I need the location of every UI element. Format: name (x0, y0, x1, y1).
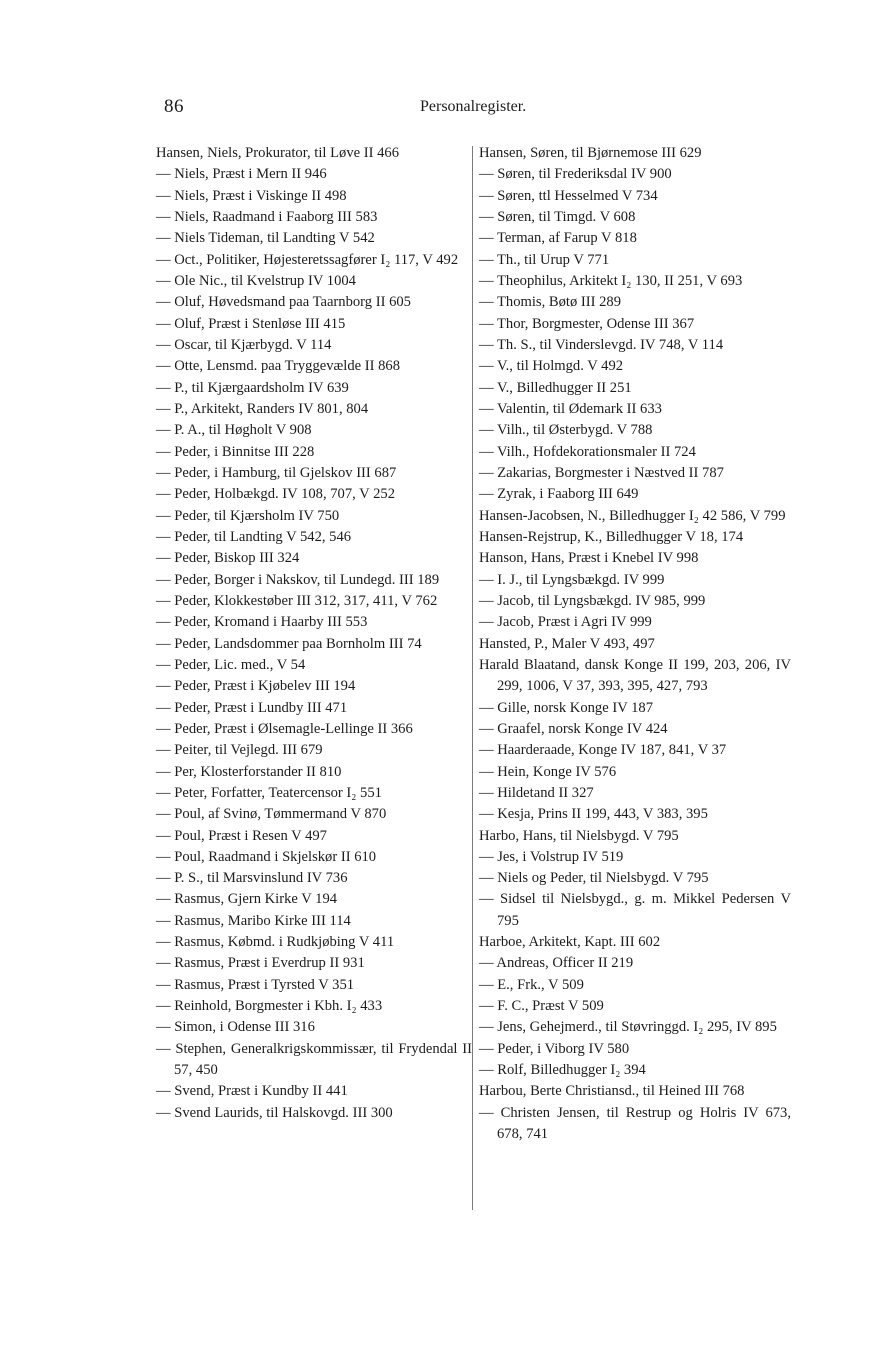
register-entry: — Peiter, til Vejlegd. III 679 (156, 742, 323, 759)
register-entry: Hansen-Rejstrup, K., Billedhugger V 18, 174 (479, 528, 744, 545)
left-column (156, 143, 472, 1124)
register-entry: — V., til Holmgd. V 492 (479, 358, 624, 375)
register-entry: — Haarderaade, Konge IV 187, 841, V 37 (479, 742, 727, 759)
register-entry: — Oluf, Høvedsmand paa Taarnborg II 605 (156, 294, 411, 311)
register-entry: — Niels, Raadmand i Faaborg III 583 (156, 208, 378, 225)
register-entry: — Christen Jensen, til Restrup og Holris IV 673, 678, 741 (479, 1104, 791, 1143)
register-entry: — Oscar, til Kjærbygd. V 114 (156, 336, 332, 353)
register-entry: — Peder, Borger i Nakskov, til Lundegd. III 189 (156, 571, 440, 588)
register-entry: — Peder, til Landting V 542, 546 (156, 528, 352, 545)
register-entry: Harald Blaatand, dansk Konge II 199, 203, 206, IV 299, 1006, V 37, 393, 395, 427, 793 (479, 656, 791, 695)
register-entry: — P. S., til Marsvinslund IV 736 (156, 870, 348, 887)
register-entry: — Thor, Borgmester, Odense III 367 (479, 315, 695, 332)
register-entry: — Thomis, Bøtø III 289 (479, 294, 622, 311)
register-entry: — Th. S., til Vinderslevgd. IV 748, V 114 (479, 336, 724, 353)
register-entry: — Peder, Kromand i Haarby III 553 (156, 614, 368, 631)
register-entry: — Peder, Biskop III 324 (156, 550, 300, 567)
register-entry: — Peder, Præst i Kjøbelev III 194 (156, 678, 356, 695)
register-entry: Harbou, Berte Christiansd., til Heined III 768 (479, 1083, 745, 1100)
register-entry: — Peder, Klokkestøber III 312, 317, 411, V 762 (156, 592, 438, 609)
register-entry: — Niels, Præst i Viskinge II 498 (156, 187, 347, 204)
register-entry: — Peder, Lic. med., V 54 (156, 656, 306, 673)
register-entry: — Poul, Præst i Resen V 497 (156, 827, 327, 844)
register-entry: Harbo, Hans, til Nielsbygd. V 795 (479, 827, 679, 844)
register-entry: — Jens, Gehejmerd., til Støvringgd. I₂ 295, IV 895 (479, 1019, 777, 1036)
register-entry: — Terman, af Farup V 818 (479, 230, 637, 247)
register-entry: — Theophilus, Arkitekt I₂ 130, II 251, V 693 (479, 272, 743, 289)
register-entry: — Svend, Præst i Kundby II 441 (156, 1083, 348, 1100)
register-entry: — Peder, Landsdommer paa Bornholm III 74 (156, 635, 422, 652)
register-entry: — Reinhold, Borgmester i Kbh. I₂ 433 (156, 998, 383, 1015)
register-entry: Hansen, Niels, Prokurator, til Løve II 466 (156, 145, 399, 161)
register-entry: — V., Billedhugger II 251 (479, 379, 632, 396)
register-entry: — Peder, Præst i Lundby III 471 (156, 699, 348, 716)
register-entry: — Niels, Præst i Mern II 946 (156, 166, 327, 183)
register-entry: — Andreas, Officer II 219 (479, 955, 634, 972)
register-entry: — Peder, i Hamburg, til Gjelskov III 687 (156, 464, 397, 481)
register-entry: — Zakarias, Borgmester i Næstved II 787 (479, 464, 724, 481)
register-entry: — Valentin, til Ødemark II 633 (479, 400, 662, 417)
register-entry: — Niels Tideman, til Landting V 542 (156, 230, 375, 247)
register-entry: — Jes, i Volstrup IV 519 (479, 848, 624, 865)
register-entry: — Per, Klosterforstander II 810 (156, 763, 342, 780)
register-entry: — Rasmus, Maribo Kirke III 114 (156, 912, 351, 929)
register-entry: — Søren, ttl Hesselmed V 734 (479, 187, 658, 204)
register-entry: — Rasmus, Præst i Tyrsted V 351 (156, 976, 355, 993)
register-entry: — Peder, i Viborg IV 580 (479, 1040, 630, 1057)
register-entry: — Peter, Forfatter, Teatercensor I₂ 551 (156, 784, 382, 801)
register-entry: Hanson, Hans, Præst i Knebel IV 998 (479, 550, 699, 567)
register-entry: — P. A., til Høgholt V 908 (156, 422, 312, 439)
register-entry: — Peder, Holbækgd. IV 108, 707, V 252 (156, 486, 396, 503)
register-entry: — Otte, Lensmd. paa Tryggevælde II 868 (156, 358, 401, 375)
register-entry: — Rolf, Billedhugger I₂ 394 (479, 1062, 646, 1079)
register-entry: — Vilh., til Østerbygd. V 788 (479, 422, 653, 439)
register-entry: — Zyrak, i Faaborg III 649 (479, 486, 639, 503)
register-entry: — Svend Laurids, til Halskovgd. III 300 (156, 1104, 393, 1121)
register-entry: — Gille, norsk Konge IV 187 (479, 699, 654, 716)
register-entry: Hansen, Søren, til Bjørnemose III 629 (479, 145, 702, 161)
register-entry: — Jacob, Præst i Agri IV 999 (479, 614, 652, 631)
register-entry: — Poul, af Svinø, Tømmermand V 870 (156, 806, 387, 823)
register-entry: — P., til Kjærgaardsholm IV 639 (156, 379, 349, 396)
register-entry: — Søren, til Timgd. V 608 (479, 208, 636, 225)
register-entry: — Rasmus, Købmd. i Rudkjøbing V 411 (156, 934, 395, 951)
register-entry: — Rasmus, Gjern Kirke V 194 (156, 891, 338, 908)
register-entry: — Niels og Peder, til Nielsbygd. V 795 (479, 870, 709, 887)
right-column (479, 143, 791, 1145)
register-entry: — Stephen, Generalkrigskommissær, til Frydendal II 57, 450 (156, 1040, 472, 1079)
register-entry: — Oct., Politiker, Højesteretssagfører I₂ 117, V 492 (156, 251, 459, 268)
register-entry: Harboe, Arkitekt, Kapt. III 602 (479, 934, 661, 951)
column-divider (472, 146, 473, 1210)
register-entry: — Poul, Raadmand i Skjelskør II 610 (156, 848, 377, 865)
register-entry: — Rasmus, Præst i Everdrup II 931 (156, 955, 365, 972)
register-entry: — Hildetand II 327 (479, 784, 594, 801)
register-entry: — Peder, til Kjærsholm IV 750 (156, 507, 340, 524)
running-head: Personalregister. (420, 98, 527, 115)
register-entry: — Ole Nic., til Kvelstrup IV 1004 (156, 272, 356, 289)
register-entry: — Hein, Konge IV 576 (479, 763, 617, 780)
register-entry: — Oluf, Præst i Stenløse III 415 (156, 315, 346, 332)
register-entry: — Sidsel til Nielsbygd., g. m. Mikkel Pedersen V 795 (479, 891, 791, 929)
register-entry: — Simon, i Odense III 316 (156, 1019, 315, 1036)
register-entry: — Peder, i Binnitse III 228 (156, 443, 315, 460)
register-entry: — Vilh., Hofdekorationsmaler II 724 (479, 443, 696, 460)
register-entry: — Jacob, til Lyngsbækgd. IV 985, 999 (479, 592, 706, 609)
register-entry: — Søren, til Frederiksdal IV 900 (479, 166, 672, 183)
register-entry: Hansen-Jacobsen, N., Billedhugger I₂ 42 586, V 799 (479, 507, 786, 524)
page-number: 86 (164, 96, 184, 117)
register-entry: — P., Arkitekt, Randers IV 801, 804 (156, 400, 369, 417)
register-entry: — E., Frk., V 509 (479, 976, 584, 993)
register-entry: — Kesja, Prins II 199, 443, V 383, 395 (479, 806, 708, 823)
register-entry: — Th., til Urup V 771 (479, 251, 610, 268)
register-entry: Hansted, P., Maler V 493, 497 (479, 635, 655, 652)
register-entry: — F. C., Præst V 509 (479, 998, 604, 1015)
register-entry: — Graafel, norsk Konge IV 424 (479, 720, 668, 737)
register-entry: — Peder, Præst i Ølsemagle-Lellinge II 366 (156, 720, 413, 737)
register-entry: — I. J., til Lyngsbækgd. IV 999 (479, 571, 665, 588)
